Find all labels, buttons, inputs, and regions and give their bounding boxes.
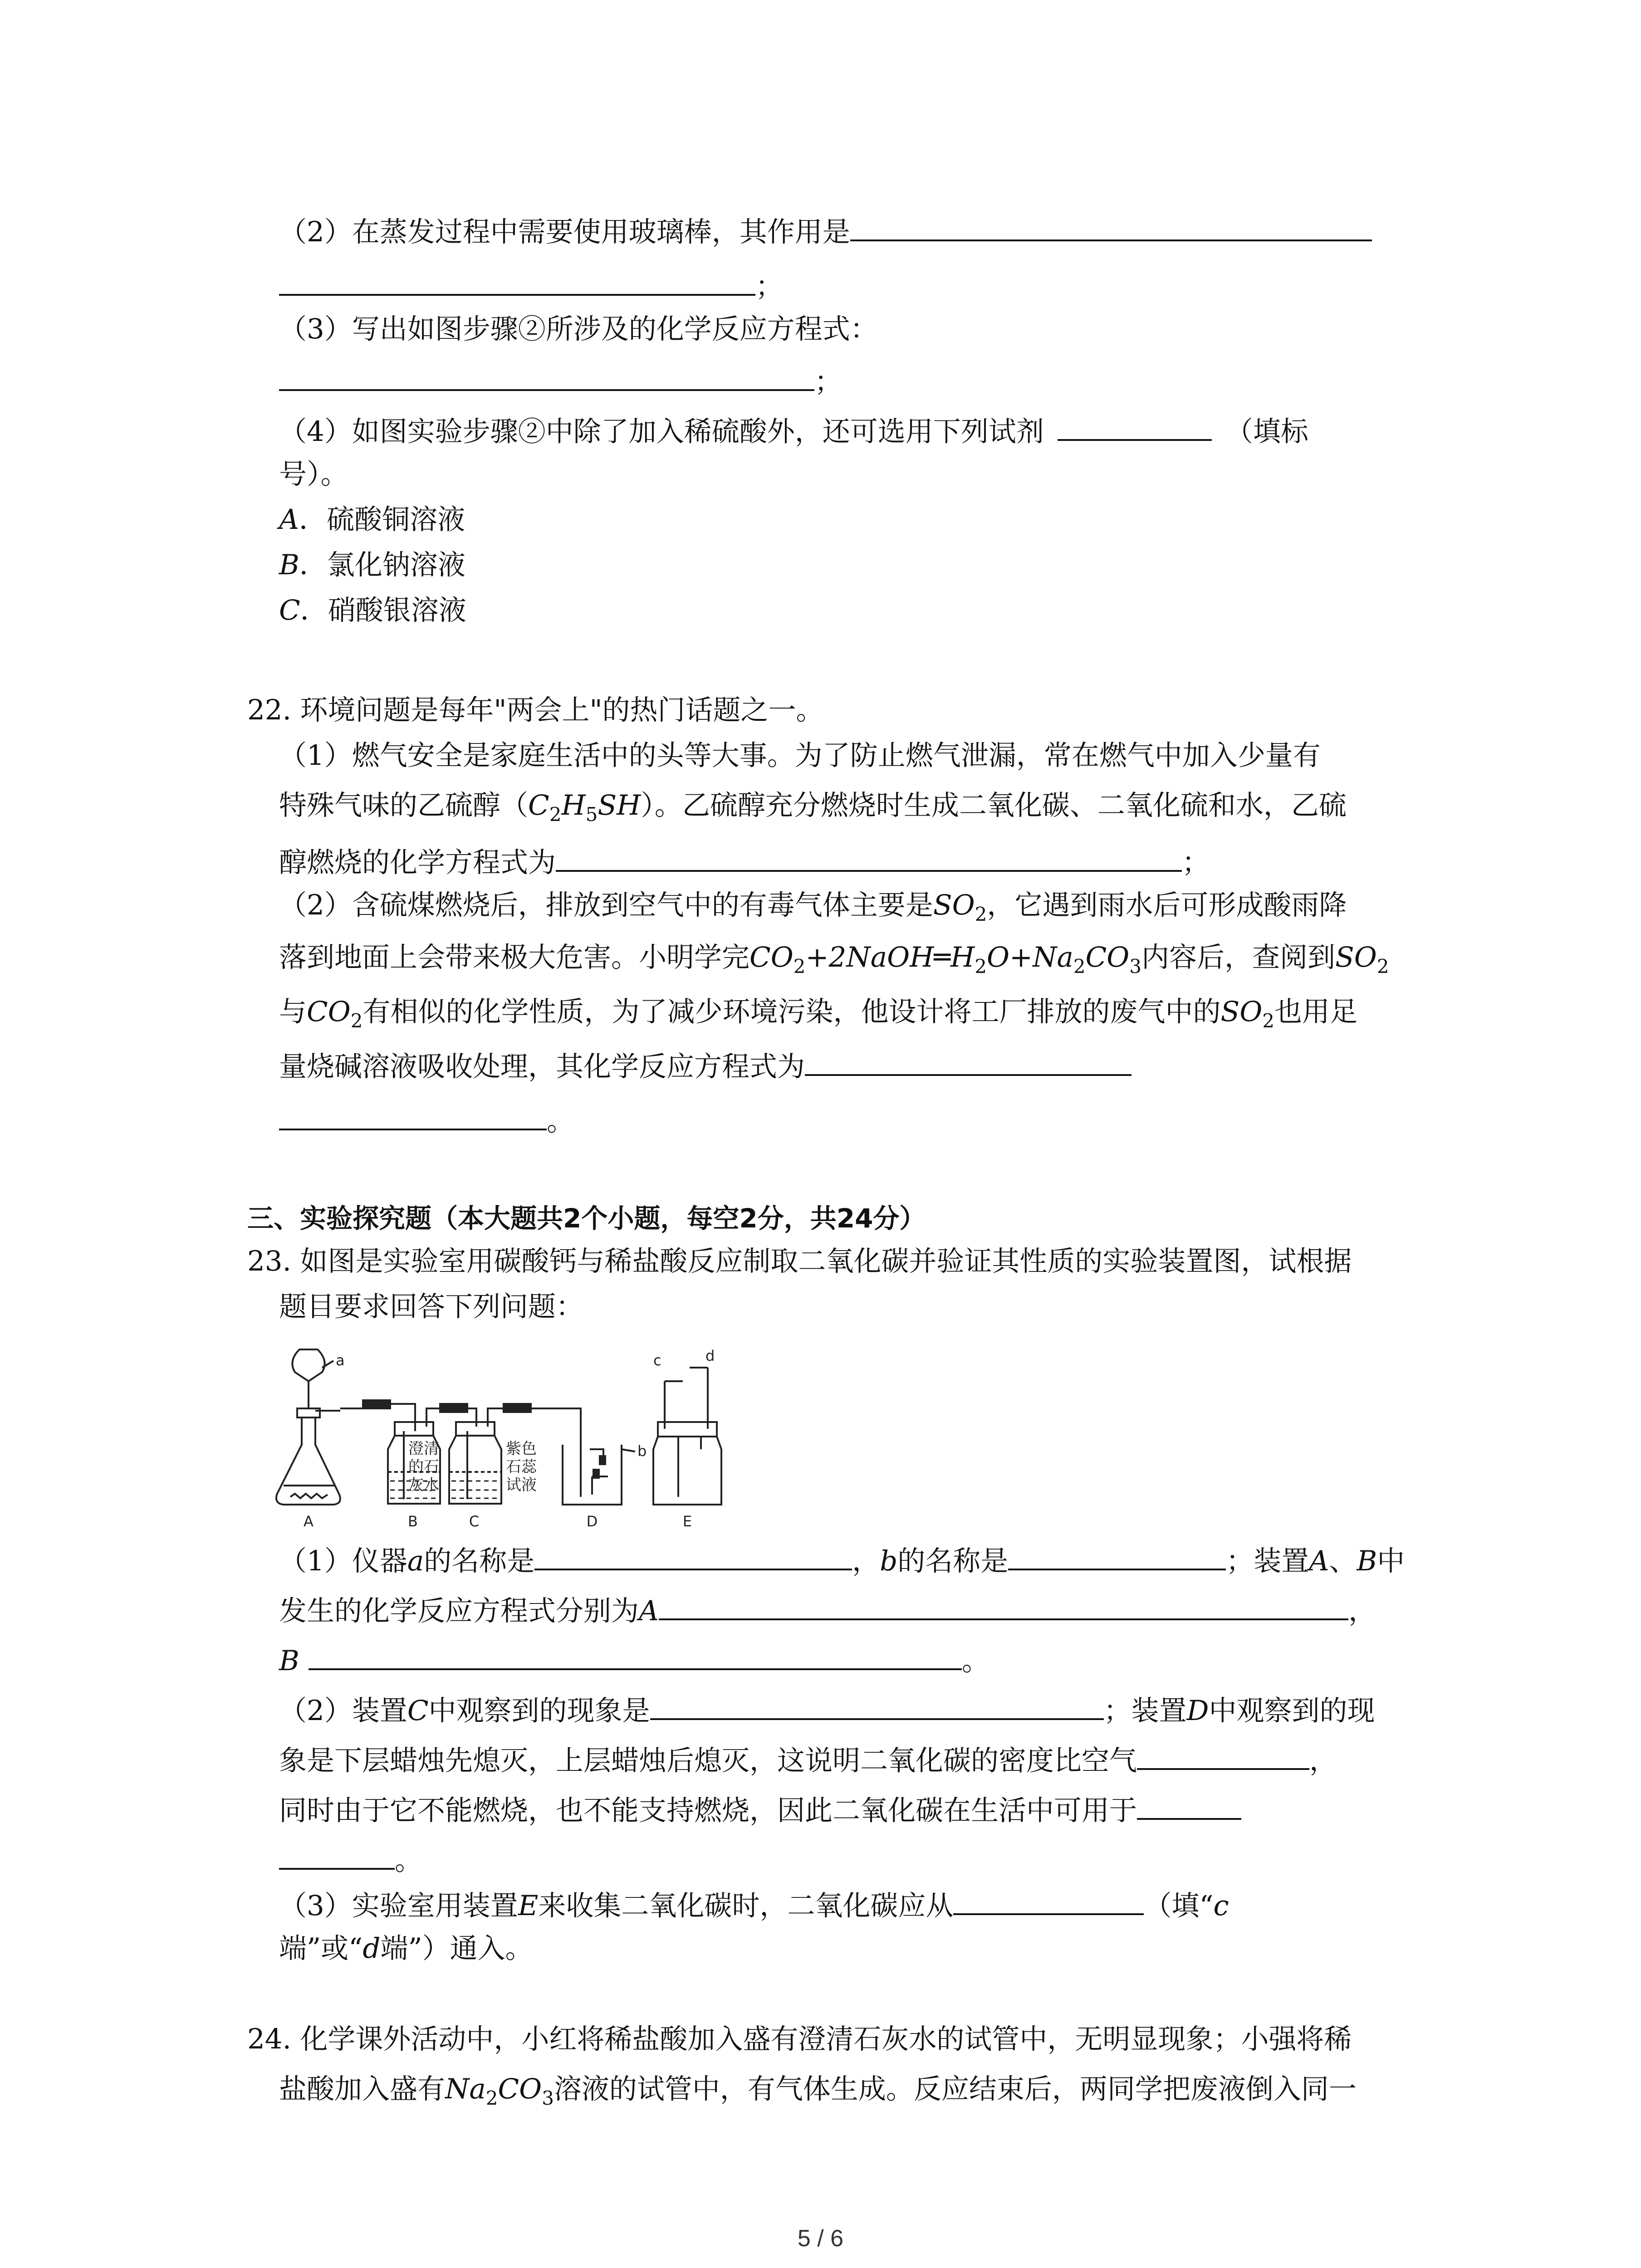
- answer-blank[interactable]: [279, 268, 755, 296]
- apparatus-d: [563, 1445, 635, 1505]
- option-b[interactable]: B．氯化钠溶液: [279, 549, 465, 581]
- q23-part3-line2: 端”或“d端”）通入。: [279, 1932, 533, 1965]
- answer-blank[interactable]: [659, 1592, 1348, 1620]
- fig-label-a: A: [304, 1513, 314, 1530]
- apparatus-a: [276, 1349, 340, 1505]
- q23-part2: （2）装置C中观察到的现象是 ；装置D中观察到的现: [279, 1692, 1375, 1727]
- label-a: a: [336, 1352, 345, 1369]
- answer-blank[interactable]: [534, 1542, 852, 1570]
- answer-blank[interactable]: [1008, 1542, 1226, 1570]
- q22-part1: （1）燃气安全是家庭生活中的头等大事。为了防止燃气泄漏，常在燃气中加入少量有: [279, 739, 1321, 772]
- b-text-2: 的石: [408, 1458, 439, 1476]
- q23-part1: （1）仪器a的名称是 ，b的名称是 ；装置A、B中: [279, 1542, 1405, 1578]
- q21-part3: （3）写出如图步骤②所涉及的化学反应方程式：: [279, 313, 878, 345]
- q24-heading: 24. 化学课外活动中，小红将稀盐酸加入盛有澄清石灰水的试管中，无明显现象；小强将稀: [247, 2023, 1352, 2055]
- q22-part2-line4: 量烧碱溶液吸收处理，其化学反应方程式为: [279, 1048, 1132, 1083]
- q23-part1-line3: B 。: [279, 1642, 989, 1677]
- answer-blank[interactable]: [953, 1887, 1144, 1915]
- fig-label-c: C: [469, 1513, 480, 1530]
- apparatus-figure: [272, 1340, 789, 1531]
- q23-heading-line2: 题目要求回答下列问题：: [279, 1290, 584, 1323]
- label-c: c: [653, 1352, 661, 1369]
- q23-heading: 23. 如图是实验室用碳酸钙与稀盐酸反应制取二氧化碳并验证其性质的实验装置图，试根据: [247, 1245, 1352, 1277]
- q21-part3-cont: ；: [279, 363, 842, 398]
- q22-part2-line3: 与$CO_2$有相似的化学性质，为了减少环境污染，他设计将工厂排放的废气中的$SO_2$也用足: [279, 996, 1358, 1032]
- q23-part2-line2: 象是下层蜡烛先熄灭，上层蜡烛后熄灭，这说明二氧化碳的密度比空气 ，: [279, 1742, 1337, 1777]
- apparatus-c: [449, 1422, 501, 1504]
- answer-blank[interactable]: [650, 1692, 1104, 1720]
- c-text-2: 石蕊: [506, 1458, 537, 1476]
- answer-blank[interactable]: [556, 844, 1182, 872]
- q24-line2: 盐酸加入盛有$Na_2CO_3$溶液的试管中，有气体生成。反应结束后，两同学把废液倒入同一: [279, 2073, 1357, 2109]
- q22-part2: （2）含硫煤燃烧后，排放到空气中的有毒气体主要是$SO_2$，它遇到雨水后可形成酸雨降: [279, 889, 1347, 925]
- fig-label-e: E: [682, 1513, 692, 1530]
- q23-part2-line4: 。: [279, 1842, 422, 1877]
- answer-blank[interactable]: [805, 1048, 1132, 1076]
- label-b: b: [637, 1442, 647, 1460]
- q22-part1-line2: 特殊气味的乙硫醇$(C_2H_5SH)$。乙硫醇充分燃烧时生成二氧化碳、二氧化硫和水，乙硫: [279, 789, 1347, 826]
- c-text-3: 试液: [506, 1476, 537, 1494]
- answer-blank[interactable]: [279, 363, 814, 391]
- q21-part2-cont: ；: [279, 268, 783, 303]
- answer-blank[interactable]: [279, 1842, 395, 1870]
- option-a[interactable]: A．硫酸铜溶液: [279, 503, 465, 536]
- q21-part2: （2）在蒸发过程中需要使用玻璃棒，其作用是: [279, 213, 1372, 249]
- q22-part2-line5: 。: [279, 1102, 574, 1138]
- q23-part1-line2: 发生的化学反应方程式分别为A ，: [279, 1592, 1376, 1628]
- b-text-1: 澄清: [408, 1440, 439, 1458]
- fig-label-d: D: [586, 1513, 598, 1530]
- answer-blank[interactable]: [279, 1102, 547, 1130]
- answer-blank[interactable]: [1137, 1792, 1241, 1820]
- q22-part2-line2: 落到地面上会带来极大危害。小明学完$CO_2+2NaOH═H_2O+Na_2CO_3$内容后，查阅到$SO_2$: [279, 941, 1389, 978]
- q23-part2-line3: 同时由于它不能燃烧，也不能支持燃烧，因此二氧化碳在生活中可用于: [279, 1792, 1241, 1827]
- answer-blank[interactable]: [309, 1642, 962, 1670]
- q23-part3: （3）实验室用装置E来收集二氧化碳时，二氧化碳应从 （填“c: [279, 1887, 1229, 1922]
- q22-heading: 22. 环境问题是每年"两会上"的热门话题之一。: [247, 694, 824, 726]
- page-number: 5 / 6: [797, 2225, 844, 2252]
- label-d: d: [705, 1347, 715, 1364]
- answer-blank[interactable]: [1058, 413, 1212, 441]
- q21-part4-cont: 号）。: [279, 458, 348, 490]
- answer-blank[interactable]: [850, 213, 1372, 241]
- option-c[interactable]: C．硝酸银溶液: [279, 594, 466, 626]
- b-text-3: 灰水: [408, 1476, 439, 1494]
- apparatus-e: [653, 1368, 721, 1505]
- q21-part4: （4）如图实验步骤②中除了加入稀硫酸外，还可选用下列试剂 （填标: [279, 413, 1308, 448]
- fig-label-b: B: [408, 1513, 418, 1530]
- c-text-1: 紫色: [506, 1440, 537, 1458]
- section-heading: 三、实验探究题（本大题共2个小题，每空2分，共24分）: [247, 1203, 926, 1234]
- q22-part1-line3: 醇燃烧的化学方程式为 ；: [279, 844, 1210, 879]
- answer-blank[interactable]: [1137, 1742, 1309, 1770]
